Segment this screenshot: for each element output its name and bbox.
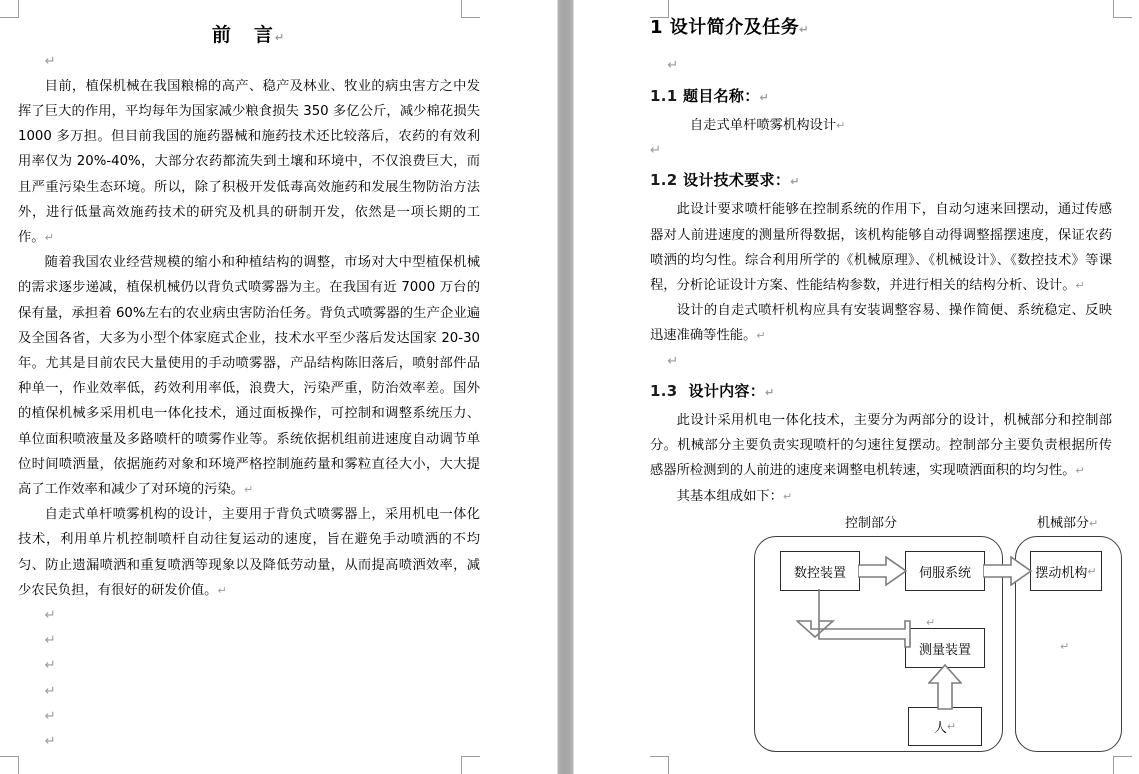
empty-paragraph-mark: ↵ bbox=[667, 58, 679, 74]
paragraph-mark: ↵ bbox=[44, 231, 54, 245]
left-paragraph-1: 目前，植保机械在我国粮棉的高产、稳产及林业、牧业的病虫害方之中发挥了巨大的作用，平均每年为国家减少粮食损失 350 多亿公斤，减少棉花损失 1000 多万担。但目前我国的施药器械和施药技术还比较落后，农药的有效利用率仅为 20%-40%，大部分农药都流失到土壤和环境中，不仅浪费巨大，而且严重污染生态环境。所以，除了积极开发低毒高效施药和发展生物防治方法外，进行低量高效施药技术的研究及机具的研制开发，依然是一项长期的工作。↵ bbox=[18, 78, 480, 246]
heading-1-1-title-name: 1.1 题目名称：↵ bbox=[650, 86, 770, 105]
heading-1-3-design-content: 1.3 设计内容：↵ bbox=[650, 381, 775, 400]
paragraph-mark: ↵ bbox=[244, 483, 254, 497]
spacer bbox=[650, 374, 1112, 381]
page-gutter-divider bbox=[557, 0, 574, 774]
spacer bbox=[650, 401, 1112, 408]
empty-paragraph-mark: ↵ bbox=[650, 142, 662, 158]
spacer bbox=[650, 190, 1112, 197]
paragraph-mark: ↵ bbox=[1060, 640, 1070, 653]
paragraph-mark: ↵ bbox=[1087, 564, 1097, 578]
left-paragraph-3: 自走式单杆喷雾机构的设计，主要用于背负式喷雾器上，采用机电一体化技术，利用单片机控制喷杆自动往复运动的速度，旨在避免手动喷洒的不均匀、防止遗漏喷洒和重复喷洒等现象以及降低劳动量，从而提高喷洒效率，减少农民负担，有很好的研发价值。↵ bbox=[18, 507, 480, 598]
empty-paragraph-mark: ↵ bbox=[44, 53, 56, 69]
crop-mark-bottom-left bbox=[0, 756, 19, 774]
page-left bbox=[0, 0, 557, 774]
spacer bbox=[650, 79, 1112, 86]
page-title: 前 言↵ bbox=[211, 24, 287, 46]
empty-paragraph-mark: ↵ bbox=[44, 708, 56, 724]
paragraph-mark: ↵ bbox=[274, 31, 287, 44]
crop-mark-top-right bbox=[1113, 0, 1132, 18]
paragraph-mark: ↵ bbox=[790, 175, 800, 189]
paragraph-mark: ↵ bbox=[1089, 517, 1099, 530]
diagram-arrow-cnc-to-servo bbox=[858, 556, 908, 586]
empty-paragraph-mark: ↵ bbox=[44, 683, 56, 699]
spacer bbox=[650, 106, 1112, 113]
diagram-arrow-servo-to-swing bbox=[983, 556, 1033, 586]
paragraph-mark: ↵ bbox=[217, 583, 227, 597]
crop-mark-top-left bbox=[0, 0, 19, 18]
section-1-2-paragraph-2: 设计的自走式喷杆机构应具有安装调整容易、操作简便、系统稳定、反映迅速准确等性能。↵ bbox=[650, 303, 1112, 344]
diagram-label-control-part: 控制部分 bbox=[845, 516, 898, 531]
paragraph-mark: ↵ bbox=[946, 720, 957, 733]
section-1-3-paragraph-2: 其基本组成如下：↵ bbox=[676, 488, 793, 504]
diagram-box-human: 人 ↵ bbox=[908, 707, 982, 746]
empty-paragraph-mark: ↵ bbox=[44, 608, 56, 624]
paragraph-mark: ↵ bbox=[782, 489, 793, 503]
paragraph-mark: ↵ bbox=[756, 329, 766, 343]
section-1-3-paragraph-1: 此设计采用机电一体化技术，主要分为两部分的设计，机械部分和控制部分。机械部分主要负责实现喷杆的匀速往复摆动。控制部分主要负责根据所传感器所检测到的人前进的速度来调整电机转速，实现喷洒面积的均匀性。↵ bbox=[650, 413, 1112, 479]
spacer bbox=[650, 163, 1112, 170]
heading-number: 1.2 bbox=[650, 171, 678, 190]
diagram-label-mechanical-part: 机械部分↵ bbox=[1037, 516, 1099, 531]
paragraph-mark: ↵ bbox=[799, 23, 810, 36]
heading-1-design-intro: 1 设计简介及任务↵ bbox=[650, 17, 810, 38]
paragraph-mark: ↵ bbox=[765, 385, 775, 399]
left-paragraph-2: 随着我国农业经营规模的缩小和种植结构的调整，市场对大中型植保机械的需求逐步递减，植保机械仍以背负式喷雾器为主。在我国有近 7000 万台的保有量，承担着 60%左右的农业病虫害防治任务。背负式喷雾器的生产企业遍及全国各省，大多为小型个体家庭式企业，技术水平至少落后发达国家 20-30 年。尤其是目前农民大量使用的手动喷雾器，产品结构陈旧落后，喷射部件品种单一，作业效率低，药效利用率低，浪费大，污染严重，防治效率差。国外的植保机械多采用机电一体化技术，通过面板操作，可控制和调整系统压力、单位面积喷液量及多路喷杆的喷雾作业等。系统依据机组前进速度自动调节单位时间喷洒量，依据施药对象和环境严格控制施药量和雾粒直径大小，大大提高了工作效率和减少了对环境的污染。↵ bbox=[18, 255, 480, 498]
diagram-arrow-measure-to-cnc bbox=[796, 589, 911, 665]
heading-1-2-technical-requirements: 1.2 设计技术要求：↵ bbox=[650, 171, 800, 190]
diagram-box-cnc: 数控装置 bbox=[780, 551, 860, 591]
paragraph-mark: ↵ bbox=[759, 90, 770, 104]
right-page-content bbox=[650, 16, 1112, 509]
diagram-box-servo: 伺服系统 bbox=[905, 551, 985, 591]
diagram-box-swing: 摆动机构 ↵ bbox=[1030, 551, 1102, 591]
system-block-diagram bbox=[740, 512, 1139, 770]
empty-paragraph-mark: ↵ bbox=[667, 353, 679, 369]
heading-number: 1.3 bbox=[650, 381, 678, 400]
crop-mark-top-right bbox=[461, 0, 480, 18]
section-1-1-body: 自走式单杆喷雾机构设计↵ bbox=[689, 117, 846, 133]
crop-mark-bottom-right bbox=[461, 756, 480, 774]
paragraph-mark: ↵ bbox=[1075, 279, 1085, 293]
paragraph-mark: ↵ bbox=[926, 616, 936, 629]
crop-mark-bottom-left bbox=[650, 756, 669, 774]
spacer bbox=[650, 40, 1112, 53]
paragraph-mark: ↵ bbox=[1075, 464, 1085, 478]
left-page-content bbox=[18, 18, 480, 754]
empty-paragraph-mark: ↵ bbox=[44, 633, 56, 649]
empty-paragraph-mark: ↵ bbox=[44, 658, 56, 674]
diagram-box-measure: 测量装置 bbox=[905, 628, 985, 668]
empty-paragraph-mark: ↵ bbox=[44, 734, 56, 750]
paragraph-mark: ↵ bbox=[836, 118, 846, 132]
diagram-arrow-human-to-measure bbox=[928, 664, 962, 710]
heading-number: 1.1 bbox=[650, 86, 678, 105]
section-1-2-paragraph-1: 此设计要求喷杆能够在控制系统的作用下，自动匀速来回摆动，通过传感器对人前进速度的测量所得数据，该机构能够自动得调整摇摆速度，保证农药喷洒的均匀性。综合利用所学的《机械原理》、《机械设计》、《数控技术》等课程，分析论证设计方案、性能结构参数，并进行相关的结构分析、设计。↵ bbox=[650, 202, 1112, 294]
